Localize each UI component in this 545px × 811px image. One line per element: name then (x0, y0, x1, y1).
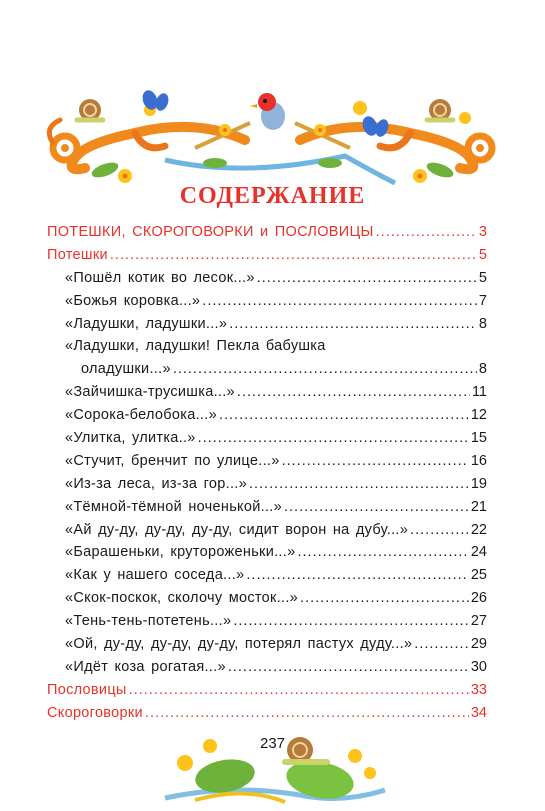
toc-entry-page: 8 (478, 315, 487, 332)
toc-leader-dots (198, 427, 469, 450)
toc-leader-dots (410, 519, 469, 542)
toc-leader-dots (249, 473, 469, 496)
toc-leader-dots (282, 450, 469, 473)
toc-entry-title: «Тёмной-тёмной ноченькой...» (65, 498, 282, 515)
toc-entry (47, 244, 487, 267)
toc-entry-title: «Ладушки, ладушки...» (65, 315, 228, 332)
toc-entry-title: «Как у нашего соседа...» (65, 567, 245, 584)
toc-entry (47, 358, 487, 381)
toc-entry (47, 564, 487, 587)
table-of-contents (47, 221, 487, 725)
toc-entry-page: 8 (478, 361, 487, 378)
toc-entry-title: «Зайчишка-трусишка...» (65, 384, 235, 401)
toc-entry (47, 519, 487, 542)
toc-leader-dots (129, 679, 469, 702)
toc-entry-page: 19 (470, 475, 487, 492)
toc-entry-page: 34 (470, 704, 487, 721)
toc-entry (47, 656, 487, 679)
toc-entry-title: Скороговорки (47, 704, 143, 721)
toc-leader-dots (202, 290, 477, 313)
toc-leader-dots (257, 267, 477, 290)
page-number: 237 (259, 735, 286, 752)
toc-entry-page: 22 (470, 521, 487, 538)
toc-entry (47, 610, 487, 633)
toc-entry (47, 473, 487, 496)
toc-entry (47, 290, 487, 313)
toc-entry-title: «Тень-тень-потетень...» (65, 613, 232, 630)
toc-leader-dots (376, 221, 477, 244)
toc-leader-dots (237, 381, 470, 404)
toc-entry (47, 381, 487, 404)
bird-icon (250, 93, 285, 130)
toc-entry (47, 221, 487, 244)
toc-leader-dots (246, 564, 468, 587)
toc-entry (47, 335, 487, 358)
toc-entry-title: «Улитка, улитка..» (65, 430, 196, 447)
toc-entry-title: оладушки...» (81, 361, 171, 378)
toc-leader-dots (145, 702, 469, 725)
toc-entry-title: «Ой, ду-ду, ду-ду, ду-ду, потерял пастух дуду...» (65, 636, 413, 653)
toc-entry (47, 313, 487, 336)
toc-entry-page: 12 (470, 407, 487, 424)
snail-icon (77, 99, 103, 121)
toc-leader-dots (219, 404, 469, 427)
toc-entry-page: 3 (478, 224, 487, 240)
toc-entry-title: «Идёт коза рогатая...» (65, 658, 226, 675)
toc-entry-page: 5 (478, 269, 487, 286)
toc-entry (47, 587, 487, 610)
toc-entry-page: 15 (470, 430, 487, 447)
toc-entry (47, 541, 487, 564)
snail-icon (427, 99, 453, 121)
toc-leader-dots (300, 587, 469, 610)
toc-entry-title: «Ладушки, ладушки! Пекла бабушка (65, 338, 326, 355)
toc-leader-dots (229, 313, 477, 336)
toc-leader-dots (228, 656, 469, 679)
toc-entry-page: 21 (470, 498, 487, 515)
toc-entry-title: «Скок-поскок, сколочу мосток...» (65, 590, 299, 607)
flower-icon (118, 101, 471, 183)
toc-entry-title: Потешки (47, 246, 108, 263)
toc-leader-dots (297, 541, 468, 564)
toc-entry-title: Пословицы (47, 681, 127, 698)
toc-entry (47, 496, 487, 519)
toc-leader-dots (284, 496, 469, 519)
toc-entry-page: 29 (470, 636, 487, 653)
toc-entry-page: 5 (478, 246, 487, 263)
toc-entry-title: «Стучит, бренчит по улице...» (65, 452, 280, 469)
toc-entry-title: «Барашеньки, крутороженьки...» (65, 544, 296, 561)
header-ornament (45, 88, 500, 188)
page-title: СОДЕРЖАНИЕ (179, 183, 366, 209)
toc-entry (47, 702, 487, 725)
toc-entry-title: «Ай ду-ду, ду-ду, ду-ду, сидит ворон на дубу...» (65, 521, 409, 538)
toc-entry-page: 24 (470, 544, 487, 561)
toc-entry-page: 11 (471, 384, 487, 401)
toc-entry-page: 27 (470, 613, 487, 630)
toc-entry-title: ПОТЕШКИ, СКОРОГОВОРКИ и ПОСЛОВИЦЫ (47, 224, 374, 240)
toc-entry-title: «Пошёл котик во лесок...» (65, 269, 255, 286)
toc-entry (47, 267, 487, 290)
toc-entry (47, 427, 487, 450)
toc-leader-dots (173, 358, 477, 381)
toc-entry-title: «Сорока-белобока...» (65, 407, 217, 424)
toc-entry (47, 450, 487, 473)
toc-leader-dots (110, 244, 477, 267)
toc-entry (47, 404, 487, 427)
toc-entry-title: «Божья коровка...» (65, 292, 201, 309)
toc-entry-page: 25 (470, 567, 487, 584)
toc-leader-dots (233, 610, 469, 633)
toc-leader-dots (414, 633, 469, 656)
toc-entry (47, 633, 487, 656)
toc-entry-page: 33 (470, 681, 487, 698)
toc-entry-page: 7 (478, 292, 487, 309)
toc-entry-page: 30 (470, 658, 487, 675)
butterfly-icon (360, 114, 391, 138)
toc-entry-title: «Из-за леса, из-за гор...» (65, 475, 247, 492)
toc-entry (47, 679, 487, 702)
toc-entry-page: 16 (470, 452, 487, 469)
toc-entry-page: 26 (470, 590, 487, 607)
